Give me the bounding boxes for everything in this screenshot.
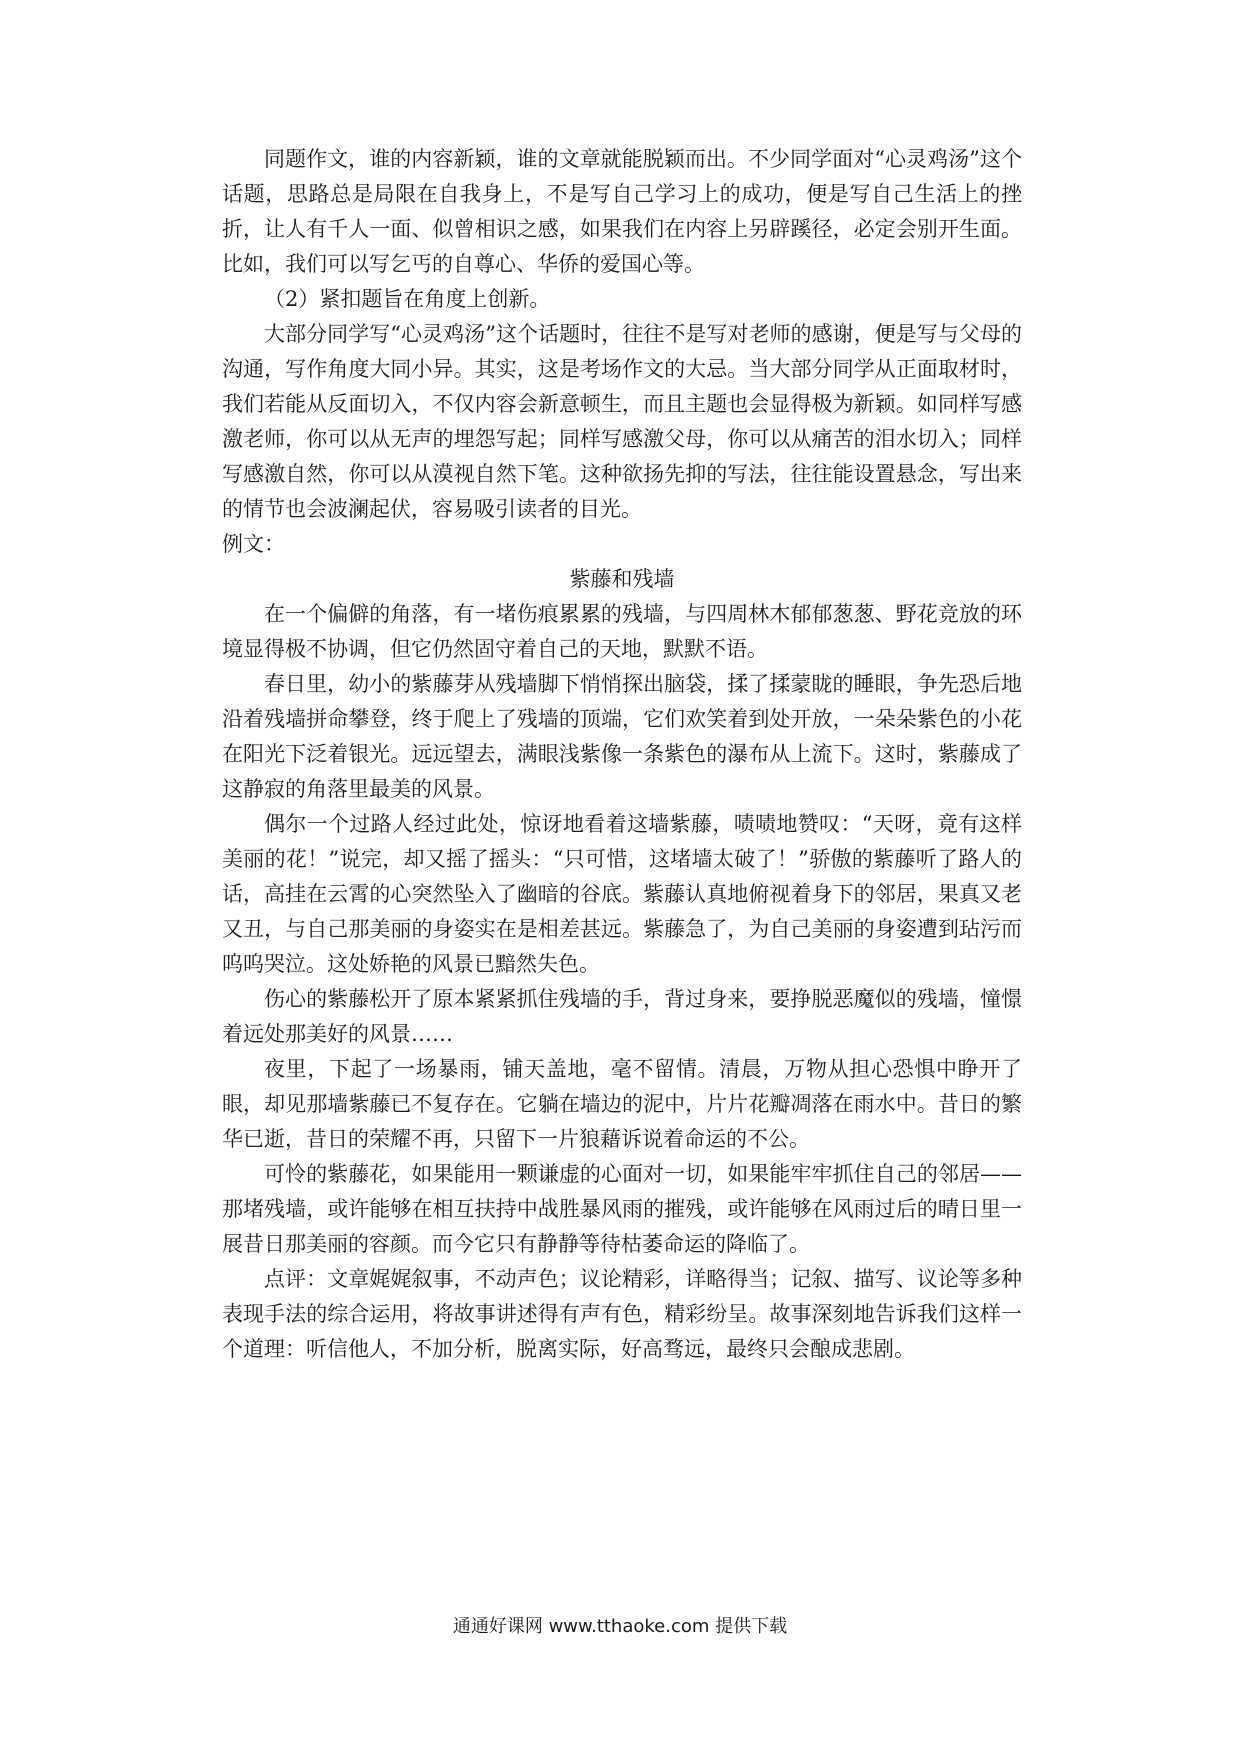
essay-paragraph: 可怜的紫藤花，如果能用一颗谦虚的心面对一切，如果能牢牢抓住自己的邻居——那堵残墙，或许能够在相互扶持中战胜暴风雨的摧残，或许能够在风雨过后的晴日里一展昔日那美丽的容颜。而今它只有静静等待枯萎命运的降临了。	[222, 1162, 1022, 1256]
essay-paragraph: 夜里，下起了一场暴雨，铺天盖地，毫不留情。清晨，万物从担心恐惧中睁开了眼，却见那墙紫藤已不复存在。它躺在墙边的泥中，片片花瓣凋落在雨水中。昔日的繁华已逝，昔日的荣耀不再，只留下一片狼藉诉说着命运的不公。	[222, 1057, 1022, 1151]
essay-paragraph: 偶尔一个过路人经过此处，惊讶地看着这墙紫藤，啧啧地赞叹：“天呀，竟有这样美丽的花！”说完，却又摇了摇头：“只可惜，这堵墙太破了！”骄傲的紫藤听了路人的话，高挂在云霄的心突然坠入了幽暗的谷底。紫藤认真地俯视着身下的邻居，果真又老又丑，与自己那美丽的身姿实在是相差甚远。紫藤急了，为自己美丽的身姿遭到玷污而呜呜哭泣。这处娇艳的风景已黯然失色。	[222, 812, 1022, 976]
intro-paragraph: 大部分同学写“心灵鸡汤”这个话题时，往往不是写对老师的感谢，便是写与父母的沟通，写作角度大同小异。其实，这是考场作文的大忌。当大部分同学从正面取材时，我们若能从反面切入，不仅内容会新意顿生，而且主题也会显得极为新颖。如同样写感激老师，你可以从无声的埋怨写起；同样写感激父母，你可以从痛苦的泪水切入；同样写感激自然，你可以从漠视自然下笔。这种欲扬先抑的写法，往往能设置悬念，写出来的情节也会波澜起伏，容易吸引读者的目光。	[222, 322, 1022, 521]
page-footer: 通通好课网 www.tthaoke.com 提供下载	[452, 1616, 788, 1637]
intro-paragraph: 同题作文，谁的内容新颖，谁的文章就能脱颖而出。不少同学面对“心灵鸡汤”这个话题，思路总是局限在自我身上，不是写自己学习上的成功，便是写自己生活上的挫折，让人有千人一面、似曾相识之感，如果我们在内容上另辟蹊径，必定会别开生面。比如，我们可以写乞丐的自尊心、华侨的爱国心等。	[222, 147, 1022, 276]
document-body	[222, 142, 1022, 1367]
section-heading: （2）紧扣题旨在角度上创新。	[264, 287, 551, 311]
essay-paragraph: 伤心的紫藤松开了原本紧紧抓住残墙的手，背过身来，要挣脱恶魔似的残墙，憧憬着远处那美好的风景……	[222, 987, 1022, 1046]
essay-paragraph: 在一个偏僻的角落，有一堵伤痕累累的残墙，与四周林木郁郁葱葱、野花竞放的环境显得极不协调，但它仍然固守着自己的天地，默默不语。	[222, 602, 1022, 661]
example-label: 例文：	[222, 532, 285, 556]
essay-title: 紫藤和残墙	[569, 567, 675, 591]
essay-paragraph: 春日里，幼小的紫藤芽从残墙脚下悄悄探出脑袋，揉了揉蒙眬的睡眼，争先恐后地沿着残墙拼命攀登，终于爬上了残墙的顶端，它们欢笑着到处开放，一朵朵紫色的小花在阳光下泛着银光。远远望去，满眼浅紫像一条紫色的瀑布从上流下。这时，紫藤成了这静寂的角落里最美的风景。	[222, 672, 1022, 801]
commentary-paragraph: 点评：文章娓娓叙事，不动声色；议论精彩，详略得当；记叙、描写、议论等多种表现手法的综合运用，将故事讲述得有声有色，精彩纷呈。故事深刻地告诉我们这样一个道理：听信他人，不加分析，脱离实际，好高骛远，最终只会酿成悲剧。	[222, 1267, 1022, 1361]
